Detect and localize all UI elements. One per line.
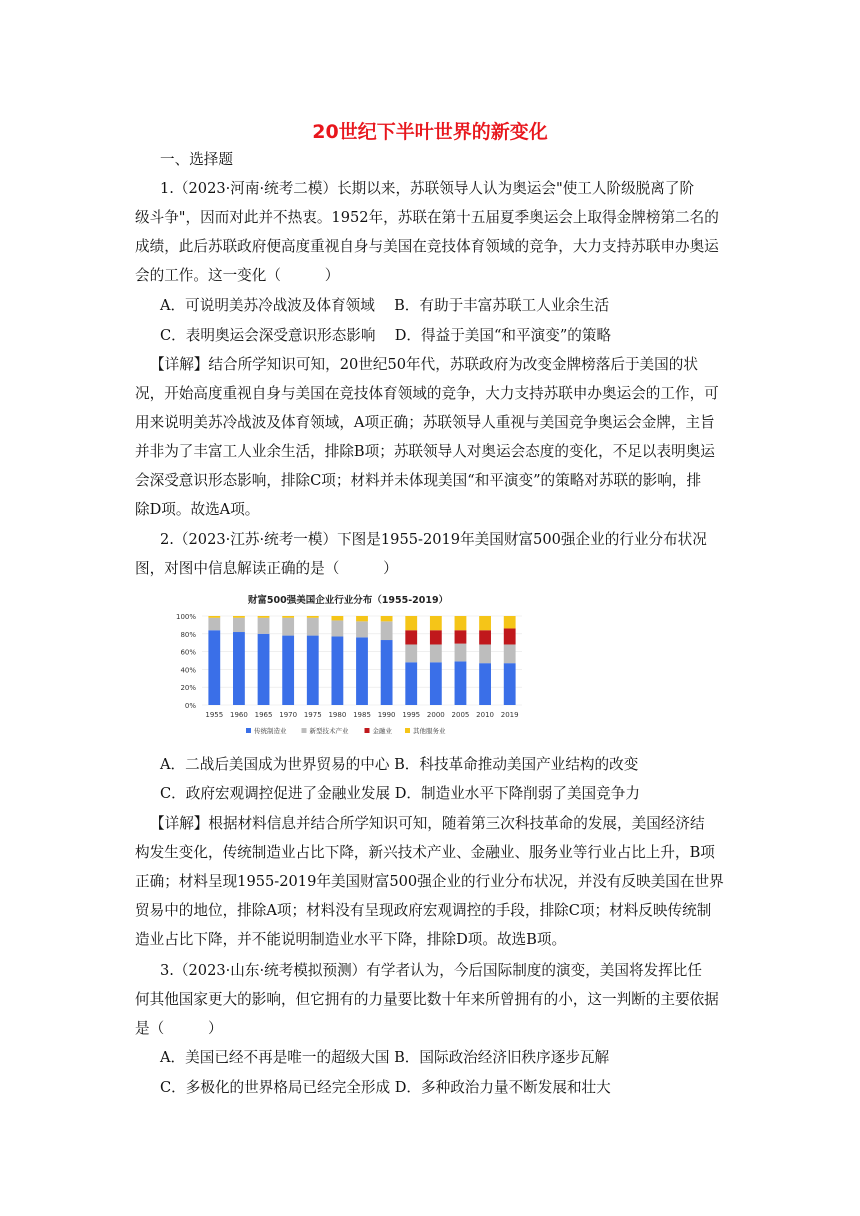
q3-line: 3.（2023·山东·统考模拟预测）有学者认为，今后国际制度的演变，美国将发挥比任 [160,962,702,979]
bar-segment [282,616,294,618]
bar-segment [504,628,516,644]
bar-segment [331,616,343,620]
x-tick-label: 1995 [402,711,421,719]
bar-segment [504,644,516,663]
legend-swatch [405,728,410,733]
bar-segment [430,616,442,630]
legend-label: 新型技术产业 [309,727,349,735]
y-tick-label: 0% [184,702,196,710]
y-tick-label: 20% [180,684,196,693]
q2-detail: 【详解】根据材料信息并结合所学知识可知，随着第三次科技革命的发展，美国经济结 [150,815,705,832]
q2-detail: 构发生变化，传统制造业占比下降，新兴技术产业、金融业、服务业等行业占比上升，B项 [135,844,715,861]
y-tick-label: 60% [180,648,196,657]
bar-segment [282,618,294,636]
q3-line: 何其他国家更大的影响，但它拥有的力量要比数十年来所曾拥有的小，这一判断的主要依据 [135,991,719,1008]
bar-segment [307,616,319,618]
bar-segment [405,616,417,630]
bar-segment [405,662,417,705]
q3-option: A．美国已经不再是唯一的超级大国 B．国际政治经济旧秩序逐步瓦解 [160,1049,610,1066]
bar-segment [504,663,516,705]
x-tick-label: 1975 [303,711,322,719]
bar-segment [233,618,245,632]
bar-segment [455,661,467,705]
q2-detail: 造业占比下降，并不能说明制造业水平下降，排除D项。故选B项。 [135,931,567,948]
q1-line: 级斗争"，因而对此并不热衷。1952年，苏联在第十五届夏季奥运会上取得金牌榜第二名的 [135,209,719,226]
bar-segment [331,620,343,636]
q2-option: C．政府宏观调控促进了金融业发展 D．制造业水平下降削弱了美国竞争力 [160,785,640,802]
bar-segment [356,637,368,705]
bar-segment [405,630,417,644]
bar-segment [479,644,491,663]
y-tick-label: 100% [175,613,196,621]
bar-segment [430,630,442,644]
legend-swatch [365,728,370,733]
bar-segment [208,618,220,630]
q1-detail: 会深受意识形态影响，排除C项；材料并未体现美国“和平演变”的策略对苏联的影响，排 [135,472,702,489]
q1-line: 会的工作。这一变化（ ） [135,267,340,284]
bar-segment [479,616,491,630]
x-tick-label: 1985 [353,711,371,719]
q1-detail: 【详解】结合所学知识可知，20世纪50年代，苏联政府为改变金牌榜落后于美国的状 [150,356,698,373]
bar-segment [233,616,245,618]
y-tick-label: 40% [180,666,196,675]
chart-title: 财富500强美国企业行业分布（1955-2019） [247,595,449,606]
bar-segment [455,616,467,630]
q1-detail: 除D项。故选A项。 [135,501,260,518]
x-tick-label: 2010 [476,711,494,719]
legend-label: 金融业 [372,727,392,735]
x-tick-label: 1965 [254,711,273,719]
bar-segment [208,616,220,618]
bar-segment [233,632,245,705]
bar-segment [381,621,393,640]
bar-segment [208,630,220,705]
q1-detail: 况，开始高度重视自身与美国在竞技体育领域的竞争，大力支持苏联申办奥运会的工作，可 [135,385,719,402]
bar-segment [307,618,319,636]
y-tick-label: 80% [180,630,196,639]
bar-segment [430,644,442,662]
bar-segment [356,621,368,637]
section-heading: 一、选择题 [160,151,233,168]
x-tick-label: 1990 [377,711,396,719]
bar-segment [258,618,270,634]
legend-label: 传统制造业 [254,727,287,735]
q2-detail: 贸易中的地位，排除A项；材料没有呈现政府宏观调控的手段，排除C项；材料反映传统制 [135,902,712,919]
bar-segment [455,644,467,662]
q1-detail: 用来说明美苏冷战波及体育领域，A项正确；苏联领导人重视与美国竞争奥运会金牌，主旨 [135,414,715,431]
bar-segment [479,630,491,644]
industry-distribution-chart [168,590,528,745]
q1-detail: 并非为了丰富工人业余生活，排除B项；苏联领导人对奥运会态度的变化，不足以表明奥运 [135,443,715,460]
x-tick-label: 2005 [451,711,470,719]
legend-label: 其他服务业 [413,727,446,735]
bar-segment [282,636,294,705]
legend-swatch [246,728,251,733]
bar-segment [479,663,491,705]
q1-option: C．表明奥运会深受意识形态影响 D．得益于美国“和平演变”的策略 [160,327,612,344]
bar-segment [258,634,270,705]
bar-segment [381,616,393,621]
q3-option: C．多极化的世界格局已经完全形成 D．多种政治力量不断发展和壮大 [160,1079,611,1096]
bar-segment [258,616,270,618]
bar-segment [405,644,417,662]
bar-segment [381,640,393,705]
q2-detail: 正确；材料呈现1955-2019年美国财富500强企业的行业分布状况，并没有反映美国在世界 [135,873,724,890]
bar-segment [331,636,343,705]
q3-line: 是（ ） [135,1020,223,1037]
bar-segment [430,662,442,705]
x-tick-label: 1960 [230,711,248,719]
bar-segment [504,616,516,628]
q1-option: A．可说明美苏冷战波及体育领域 B．有助于丰富苏联工人业余生活 [160,297,610,314]
x-tick-label: 2000 [426,711,445,719]
x-tick-label: 1955 [205,711,224,719]
bar-segment [307,636,319,705]
legend-swatch [302,728,307,733]
x-tick-label: 2019 [500,711,519,719]
x-tick-label: 1980 [328,711,347,719]
x-tick-label: 1970 [279,711,298,719]
bar-segment [356,616,368,621]
q2-line: 2.（2023·江苏·统考一模）下图是1955-2019年美国财富500强企业的行业分布状况 [160,531,707,548]
bar-segment [455,630,467,643]
q1-line: 1.（2023·河南·统考二模）长期以来，苏联领导人认为奥运会"使工人阶级脱离了阶 [160,180,695,197]
q2-option: A．二战后美国成为世界贸易的中心 B．科技革命推动美国产业结构的改变 [160,756,639,773]
q2-line: 图，对图中信息解读正确的是（ ） [135,560,398,577]
q1-line: 成绩，此后苏联政府便高度重视自身与美国在竞技体育领域的竞争，大力支持苏联申办奥运 [135,238,719,255]
page-title: 20世纪下半叶世界的新变化 [312,121,548,143]
